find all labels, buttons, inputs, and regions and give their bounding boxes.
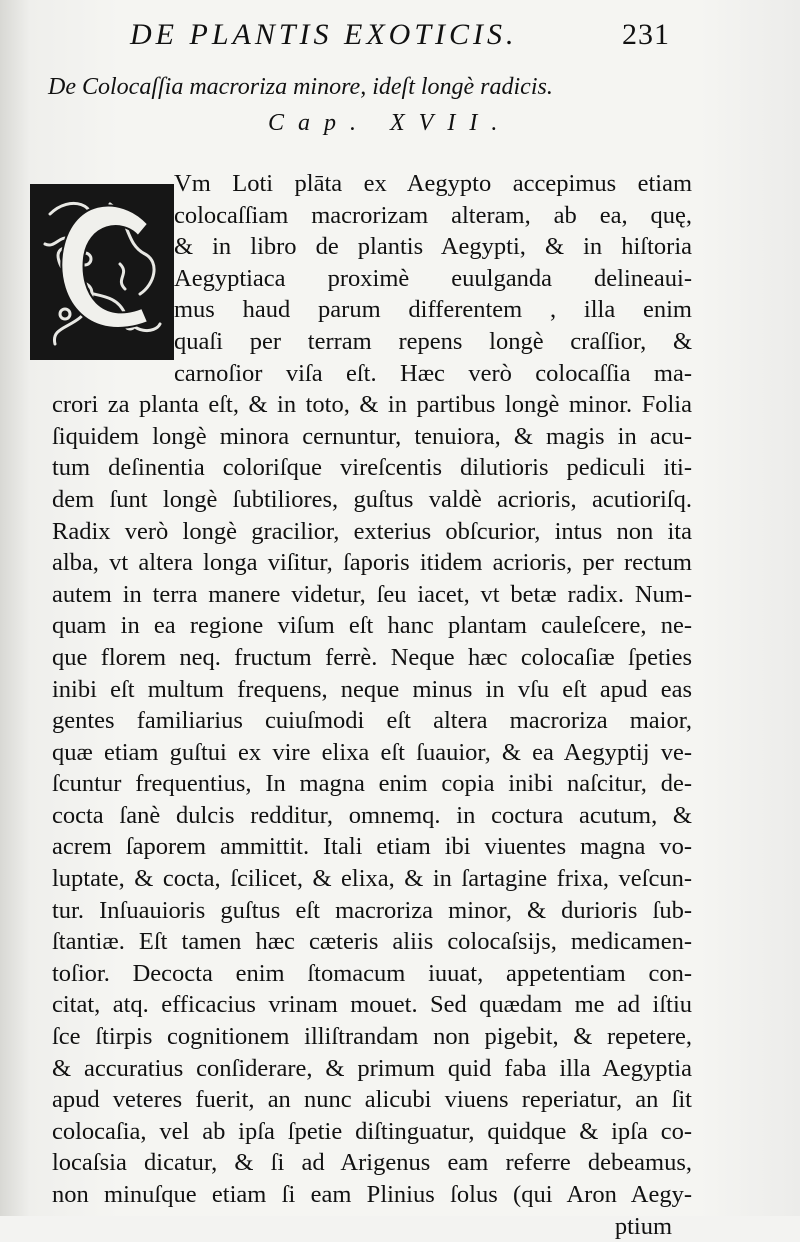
text-line: luptate, & cocta, ſcilicet, & elixa, & in ſartagine frixa, veſcun- [52, 865, 692, 893]
text-line: acrem ſaporem ammittit. Itali etiam ibi viuentes magna vo- [52, 833, 692, 861]
text-line: dem ſunt longè ſubtiliores, guſtus valdè acrioris, acutioriſq. [52, 485, 692, 513]
text-line: & in libro de plantis Aegypti, & in hiſtoria [174, 233, 692, 261]
text-line: Vm Loti plāta ex Aegypto accepimus etiam [174, 170, 692, 197]
text-line: colocaſſiam macrorizam alteram, ab ea, quę, [174, 201, 692, 229]
text-line: inibi eſt multum frequens, neque minus in vſu eſt apud eas [52, 675, 692, 703]
chapter-number: Cap. XVII. [268, 110, 512, 136]
text-line: cocta ſanè dulcis redditur, omnemq. in coctura acutum, & [52, 801, 692, 829]
text-line: Radix verò longè gracilior, exterius obſcurior, intus non ita [52, 517, 692, 545]
text-line: crori za planta eſt, & in toto, & in partibus longè minor. Folia [52, 391, 692, 419]
text-line: colocaſia, vel ab ipſa ſpetie diſtinguatur, quidque & ipſa co- [52, 1117, 692, 1145]
text-line: quaſi per terram repens longè craſſior, & [174, 327, 692, 355]
text-line: quam in ea regione viſum eſt hanc plantam cauleſcere, ne- [52, 612, 692, 640]
text-line: gentes familiarius cuiuſmodi eſt altera macroriza maior, [52, 707, 692, 735]
text-line: quæ etiam guſtui ex vire elixa eſt ſuauior, & ea Aegyptij ve- [52, 738, 692, 766]
running-title: DE PLANTIS EXOTICIS. [130, 18, 518, 51]
text-line: autem in terra manere videtur, ſeu iacet, vt betæ radix. Num- [52, 580, 692, 608]
text-line: ſiquidem longè minora cernuntur, tenuiora, & magis in acu- [52, 422, 692, 450]
running-header [130, 18, 670, 58]
text-line: citat, atq. efficacius vrinam mouet. Sed quædam me ad iſtiu [52, 991, 692, 1019]
text-line: alba, vt altera longa viſitur, ſaporis itidem acrioris, per rectum [52, 549, 692, 577]
text-line: ſce ſtirpis cognitionem illiſtrandam non pigebit, & repetere, [52, 1023, 692, 1051]
text-line: tur. Inſuauioris guſtus eſt macroriza minor, & durioris ſub- [52, 896, 692, 924]
text-line: toſior. Decocta enim ſtomacum iuuat, appetentiam con- [52, 959, 692, 987]
text-line-catchword: ptium [614, 1212, 672, 1240]
text-line: locaſsia dicatur, & ſi ad Arigenus eam referre debeamus, [52, 1149, 692, 1177]
text-line: carnoſior viſa eſt. Hæc verò colocaſſia ma- [174, 359, 692, 387]
text-line: ſcuntur frequentius, In magna enim copia inibi naſcitur, de- [52, 770, 692, 798]
text-line: & accuratius conſiderare, & primum quid faba illa Aegyptia [52, 1054, 692, 1082]
text-line: ſtantiæ. Eſt tamen hæc cæteris aliis colocaſsijs, medicamen- [52, 928, 692, 956]
text-line: que florem neq. fructum ferrè. Neque hæc colocaſiæ ſpeties [52, 643, 692, 671]
page-number: 231 [622, 18, 670, 51]
text-line: Aegyptiaca proximè euulganda delineaui- [174, 264, 692, 292]
text-line: non minuſque etiam ſi eam Plinius ſolus (qui Aron Aegy- [52, 1181, 692, 1208]
text-line: apud veteres fuerit, an nunc alicubi viuens reperiatur, an ſit [52, 1086, 692, 1114]
body-text [52, 168, 692, 1242]
chapter-title: De Colocaſſia macroriza minore, ideſt longè radicis. [48, 74, 553, 100]
text-line: mus haud parum differentem , illa enim [174, 296, 692, 324]
text-line: tum deſinentia coloriſque vireſcentis dilutioris pediculi iti- [52, 454, 692, 482]
